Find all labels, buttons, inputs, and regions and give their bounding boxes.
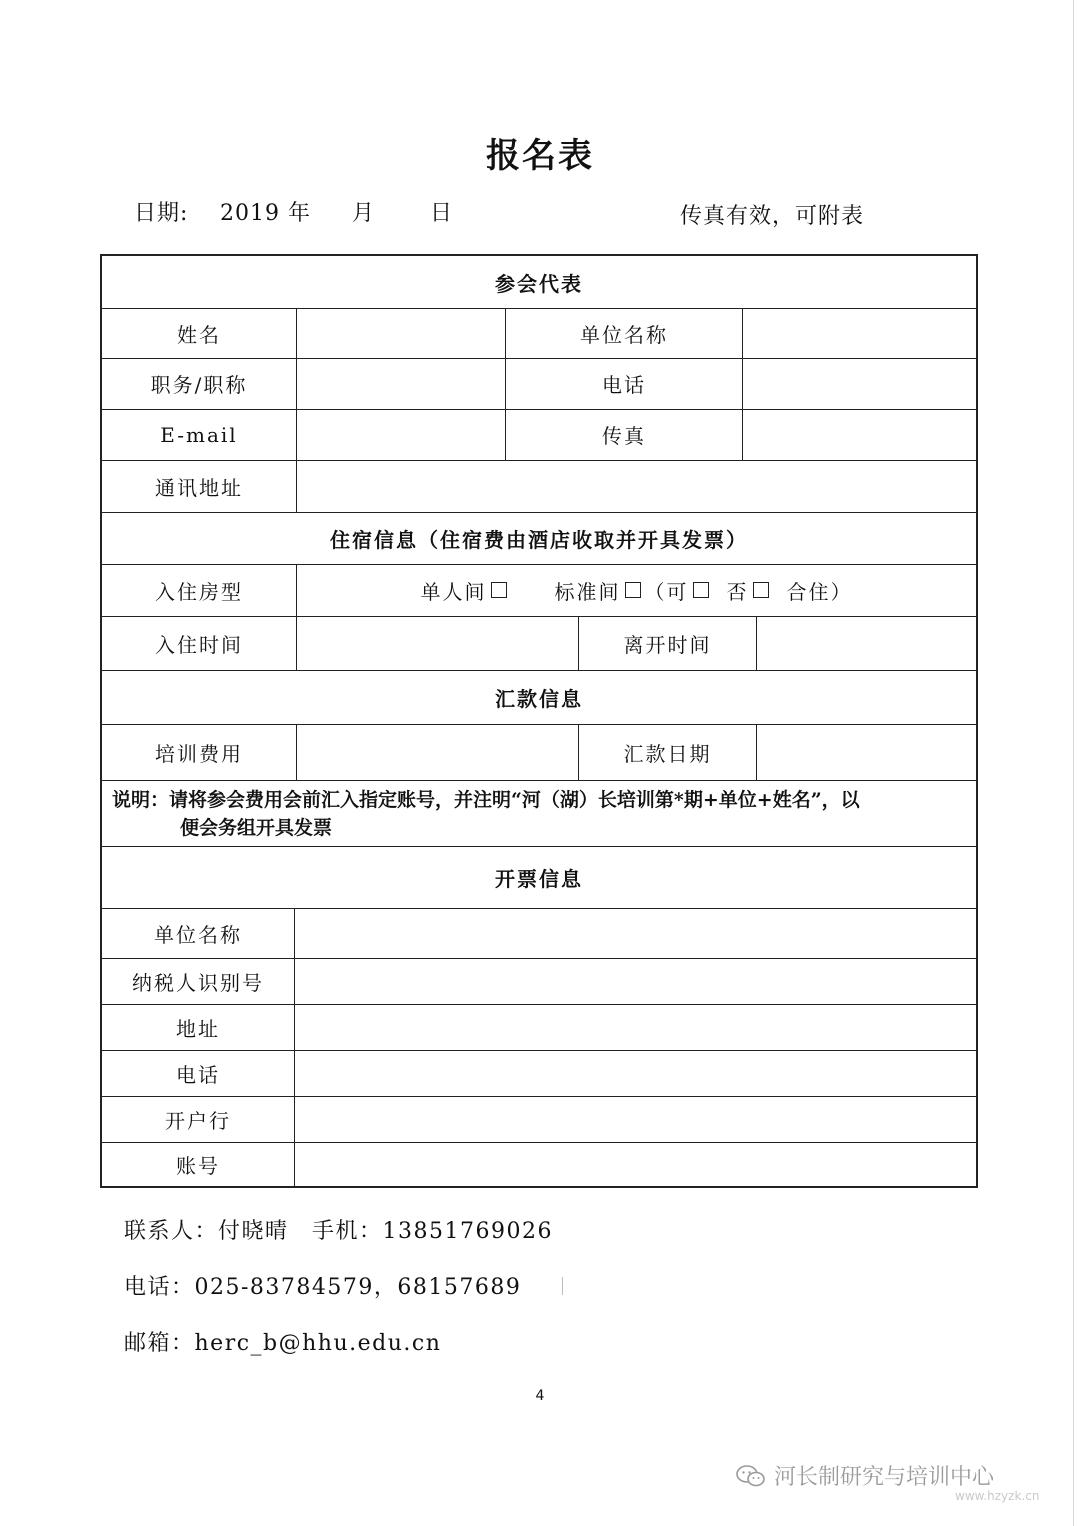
- invoice-phone-label: 电话: [176, 1062, 220, 1087]
- room-type-options: [297, 564, 976, 616]
- share-yes-label: （可: [644, 579, 689, 604]
- name-field[interactable]: [297, 308, 505, 358]
- bank-label: 开户行: [165, 1108, 231, 1133]
- account-field[interactable]: [295, 1142, 976, 1186]
- position-label: 职务/职称: [150, 373, 248, 397]
- invoice-phone-field[interactable]: [295, 1050, 976, 1096]
- address-label: 通讯地址: [155, 475, 243, 500]
- invoice-address-field[interactable]: [295, 1004, 976, 1050]
- remittance-note-line2: 便会务组开具发票: [180, 817, 333, 839]
- address-field[interactable]: [297, 460, 976, 512]
- watermark: [736, 1460, 994, 1491]
- row-divider: [102, 780, 976, 781]
- contact-email: 邮箱：herc_b@hhu.edu.cn: [124, 1331, 442, 1356]
- checkin-field[interactable]: [297, 616, 578, 670]
- room-type-label: 入住房型: [155, 579, 243, 604]
- invoice-org-label: 单位名称: [154, 922, 242, 947]
- share-no-checkbox[interactable]: [753, 582, 769, 598]
- date-day: 日: [430, 201, 454, 226]
- fax-field[interactable]: [743, 409, 976, 460]
- section-lodging-title: 住宿信息（住宿费由酒店收取并开具发票）: [330, 527, 748, 552]
- date-label: 日期:: [134, 201, 189, 226]
- wechat-icon: [736, 1464, 766, 1488]
- single-room-checkbox[interactable]: [491, 582, 507, 598]
- remit-date-label: 汇款日期: [623, 741, 712, 766]
- standard-room-checkbox[interactable]: [625, 582, 641, 598]
- tax-id-field[interactable]: [295, 958, 976, 1004]
- section-remittance-title: 汇款信息: [495, 686, 583, 711]
- fee-label: 培训费用: [155, 741, 243, 766]
- org-field[interactable]: [743, 308, 976, 358]
- section-delegate-title: 参会代表: [495, 271, 583, 296]
- org-label: 单位名称: [580, 322, 668, 347]
- email-field[interactable]: [297, 409, 505, 460]
- standard-room-label: 标准间: [554, 579, 621, 604]
- page-edge-line: [1073, 0, 1074, 1526]
- checkin-label: 入住时间: [155, 632, 243, 657]
- contact-phone: 电话：025-83784579，68157689: [124, 1275, 522, 1300]
- remit-date-field[interactable]: [757, 724, 976, 780]
- remittance-note-line1: 说明：请将参会费用会前汇入指定账号，并注明“河（湖）长培训第*期+单位+姓名”，以: [112, 789, 860, 811]
- phone-label: 电话: [602, 373, 646, 397]
- single-room-label: 单人间: [420, 579, 487, 604]
- contact-person: 联系人：付晓晴 手机：13851769026: [124, 1219, 553, 1244]
- watermark-text: 河长制研究与培训中心: [774, 1465, 995, 1490]
- section-invoice-title: 开票信息: [495, 866, 583, 891]
- account-label: 账号: [176, 1153, 220, 1178]
- phone-field[interactable]: [743, 358, 976, 409]
- checkout-field[interactable]: [757, 616, 976, 670]
- share-no-label: 否: [726, 579, 749, 604]
- page-title: 报名表: [486, 136, 594, 176]
- name-label: 姓名: [177, 322, 221, 347]
- date-month: 月: [352, 201, 376, 226]
- remittance-note: [112, 786, 972, 842]
- fee-field[interactable]: [297, 724, 578, 780]
- fax-label: 传真: [602, 424, 646, 448]
- share-yes-checkbox[interactable]: [693, 582, 709, 598]
- position-field[interactable]: [297, 358, 505, 409]
- invoice-org-field[interactable]: [295, 908, 976, 958]
- share-close-label: 合住）: [786, 579, 853, 604]
- bank-field[interactable]: [295, 1096, 976, 1142]
- scan-mark: [562, 1277, 563, 1295]
- invoice-address-label: 地址: [176, 1016, 220, 1041]
- date-year: 2019 年: [220, 201, 311, 226]
- tax-id-label: 纳税人识别号: [132, 970, 264, 995]
- page-number: 4: [535, 1388, 545, 1404]
- watermark-url: www.hzyzk.cn: [955, 1489, 1040, 1503]
- checkout-label: 离开时间: [623, 632, 712, 657]
- fax-note: 传真有效，可附表: [680, 204, 865, 229]
- email-label: E-mail: [160, 422, 238, 447]
- registration-table: [100, 254, 978, 1188]
